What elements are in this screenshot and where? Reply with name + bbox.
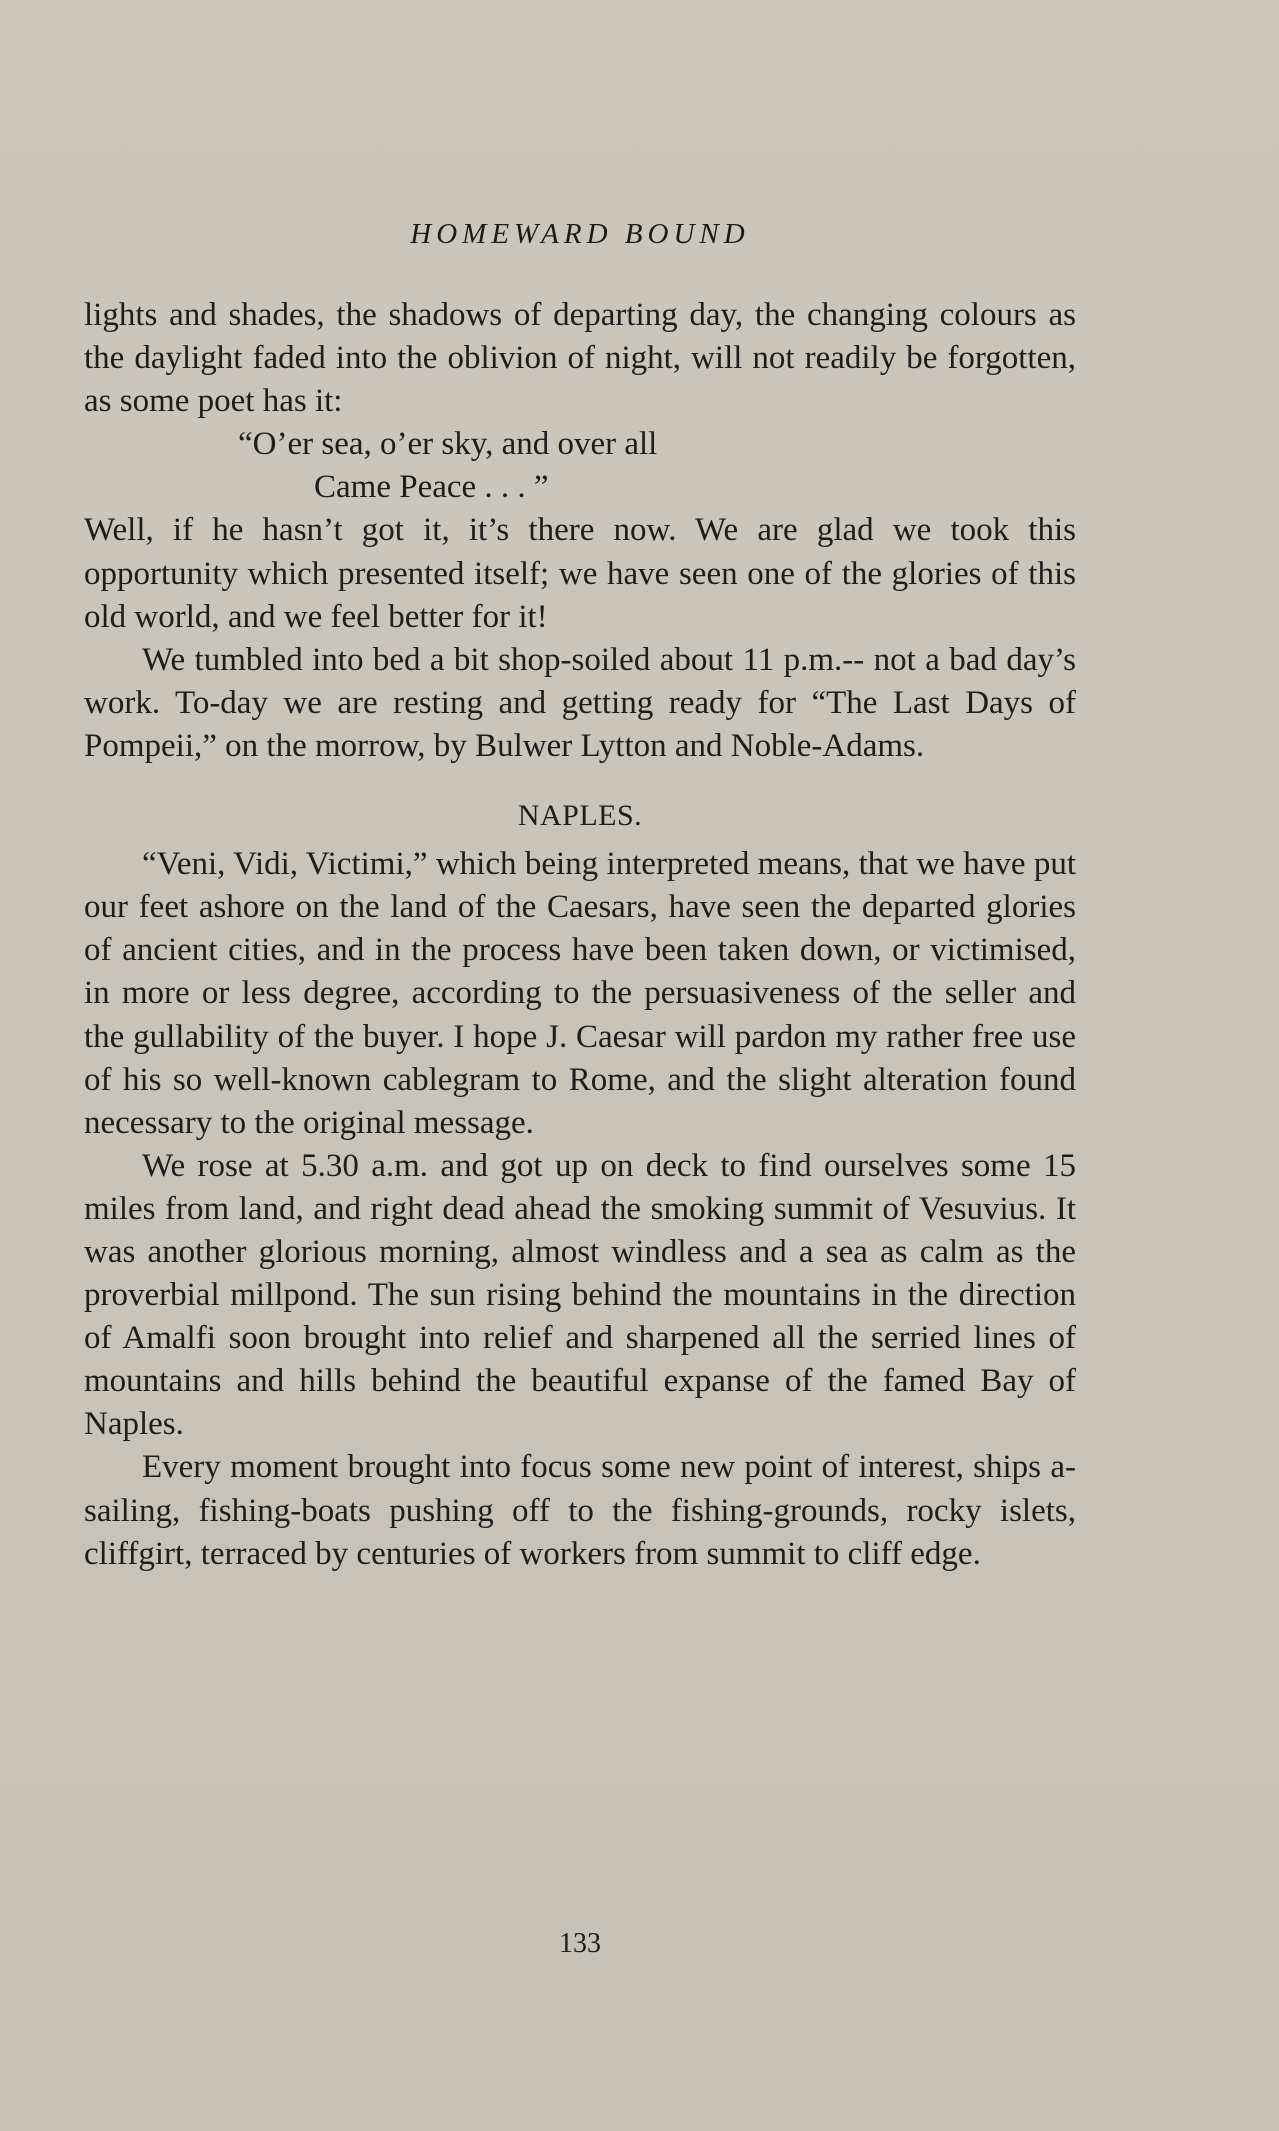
- page-number: 133: [559, 1928, 601, 1959]
- verse-line-2: Came Peace . . . ”: [314, 469, 549, 506]
- verse-line-1: “O’er sea, o’er sky, and over all: [238, 426, 658, 463]
- body-text: [84, 294, 1076, 1576]
- running-head: HOMEWARD BOUND: [410, 218, 750, 250]
- paragraph-2: Well, if he hasn’t got it, it’s there now. We are glad we took this opportunity which presented itself; we have seen one of the glories of this old world, and we feel better for it!: [84, 512, 1076, 635]
- paragraph-3: We tumbled into bed a bit shop-soiled about 11 p.m.-- not a bad day’s work. To-day we are resting and getting ready for “The Last Days of Pompeii,” on the morrow, by Bulwer Lytton and Noble-Adams.: [84, 641, 1076, 764]
- paragraph-5: We rose at 5.30 a.m. and got up on deck to find ourselves some 15 miles from land, and right dead ahead the smoking summit of Vesuvius. It was another glorious morning, almost windless and a sea as calm as the proverbial millpond. The sun rising behind the mountains in the direction of Amalfi soon brought into relief and sharpened all the serried lines of mountains and hills behind the beautiful expanse of the famed Bay of Naples.: [84, 1147, 1076, 1443]
- paragraph-4: “Veni, Vidi, Victimi,” which being interpreted means, that we have put our feet ashore on the land of the Caesars, have seen the departed glories of ancient cities, and in the process have been taken down, or victimised, in more or less degree, according to the persuasiveness of the seller and the gullability of the buyer. I hope J. Caesar will pardon my rather free use of his so well-known cablegram to Rome, and the slight alteration found necessary to the original message.: [84, 846, 1076, 1141]
- verse-quote: [84, 423, 1076, 509]
- paragraph-1: lights and shades, the shadows of departing day, the changing colours as the daylight faded into the oblivion of night, will not readily be forgotten, as some poet has it:: [84, 297, 1076, 420]
- paragraph-6: Every moment brought into focus some new point of interest, ships a-sailing, fishing-boats pushing off to the fishing-grounds, rocky islets, cliffgirt, terraced by centuries of workers from summit to cliff edge.: [84, 1449, 1076, 1572]
- section-heading: NAPLES.: [517, 799, 643, 833]
